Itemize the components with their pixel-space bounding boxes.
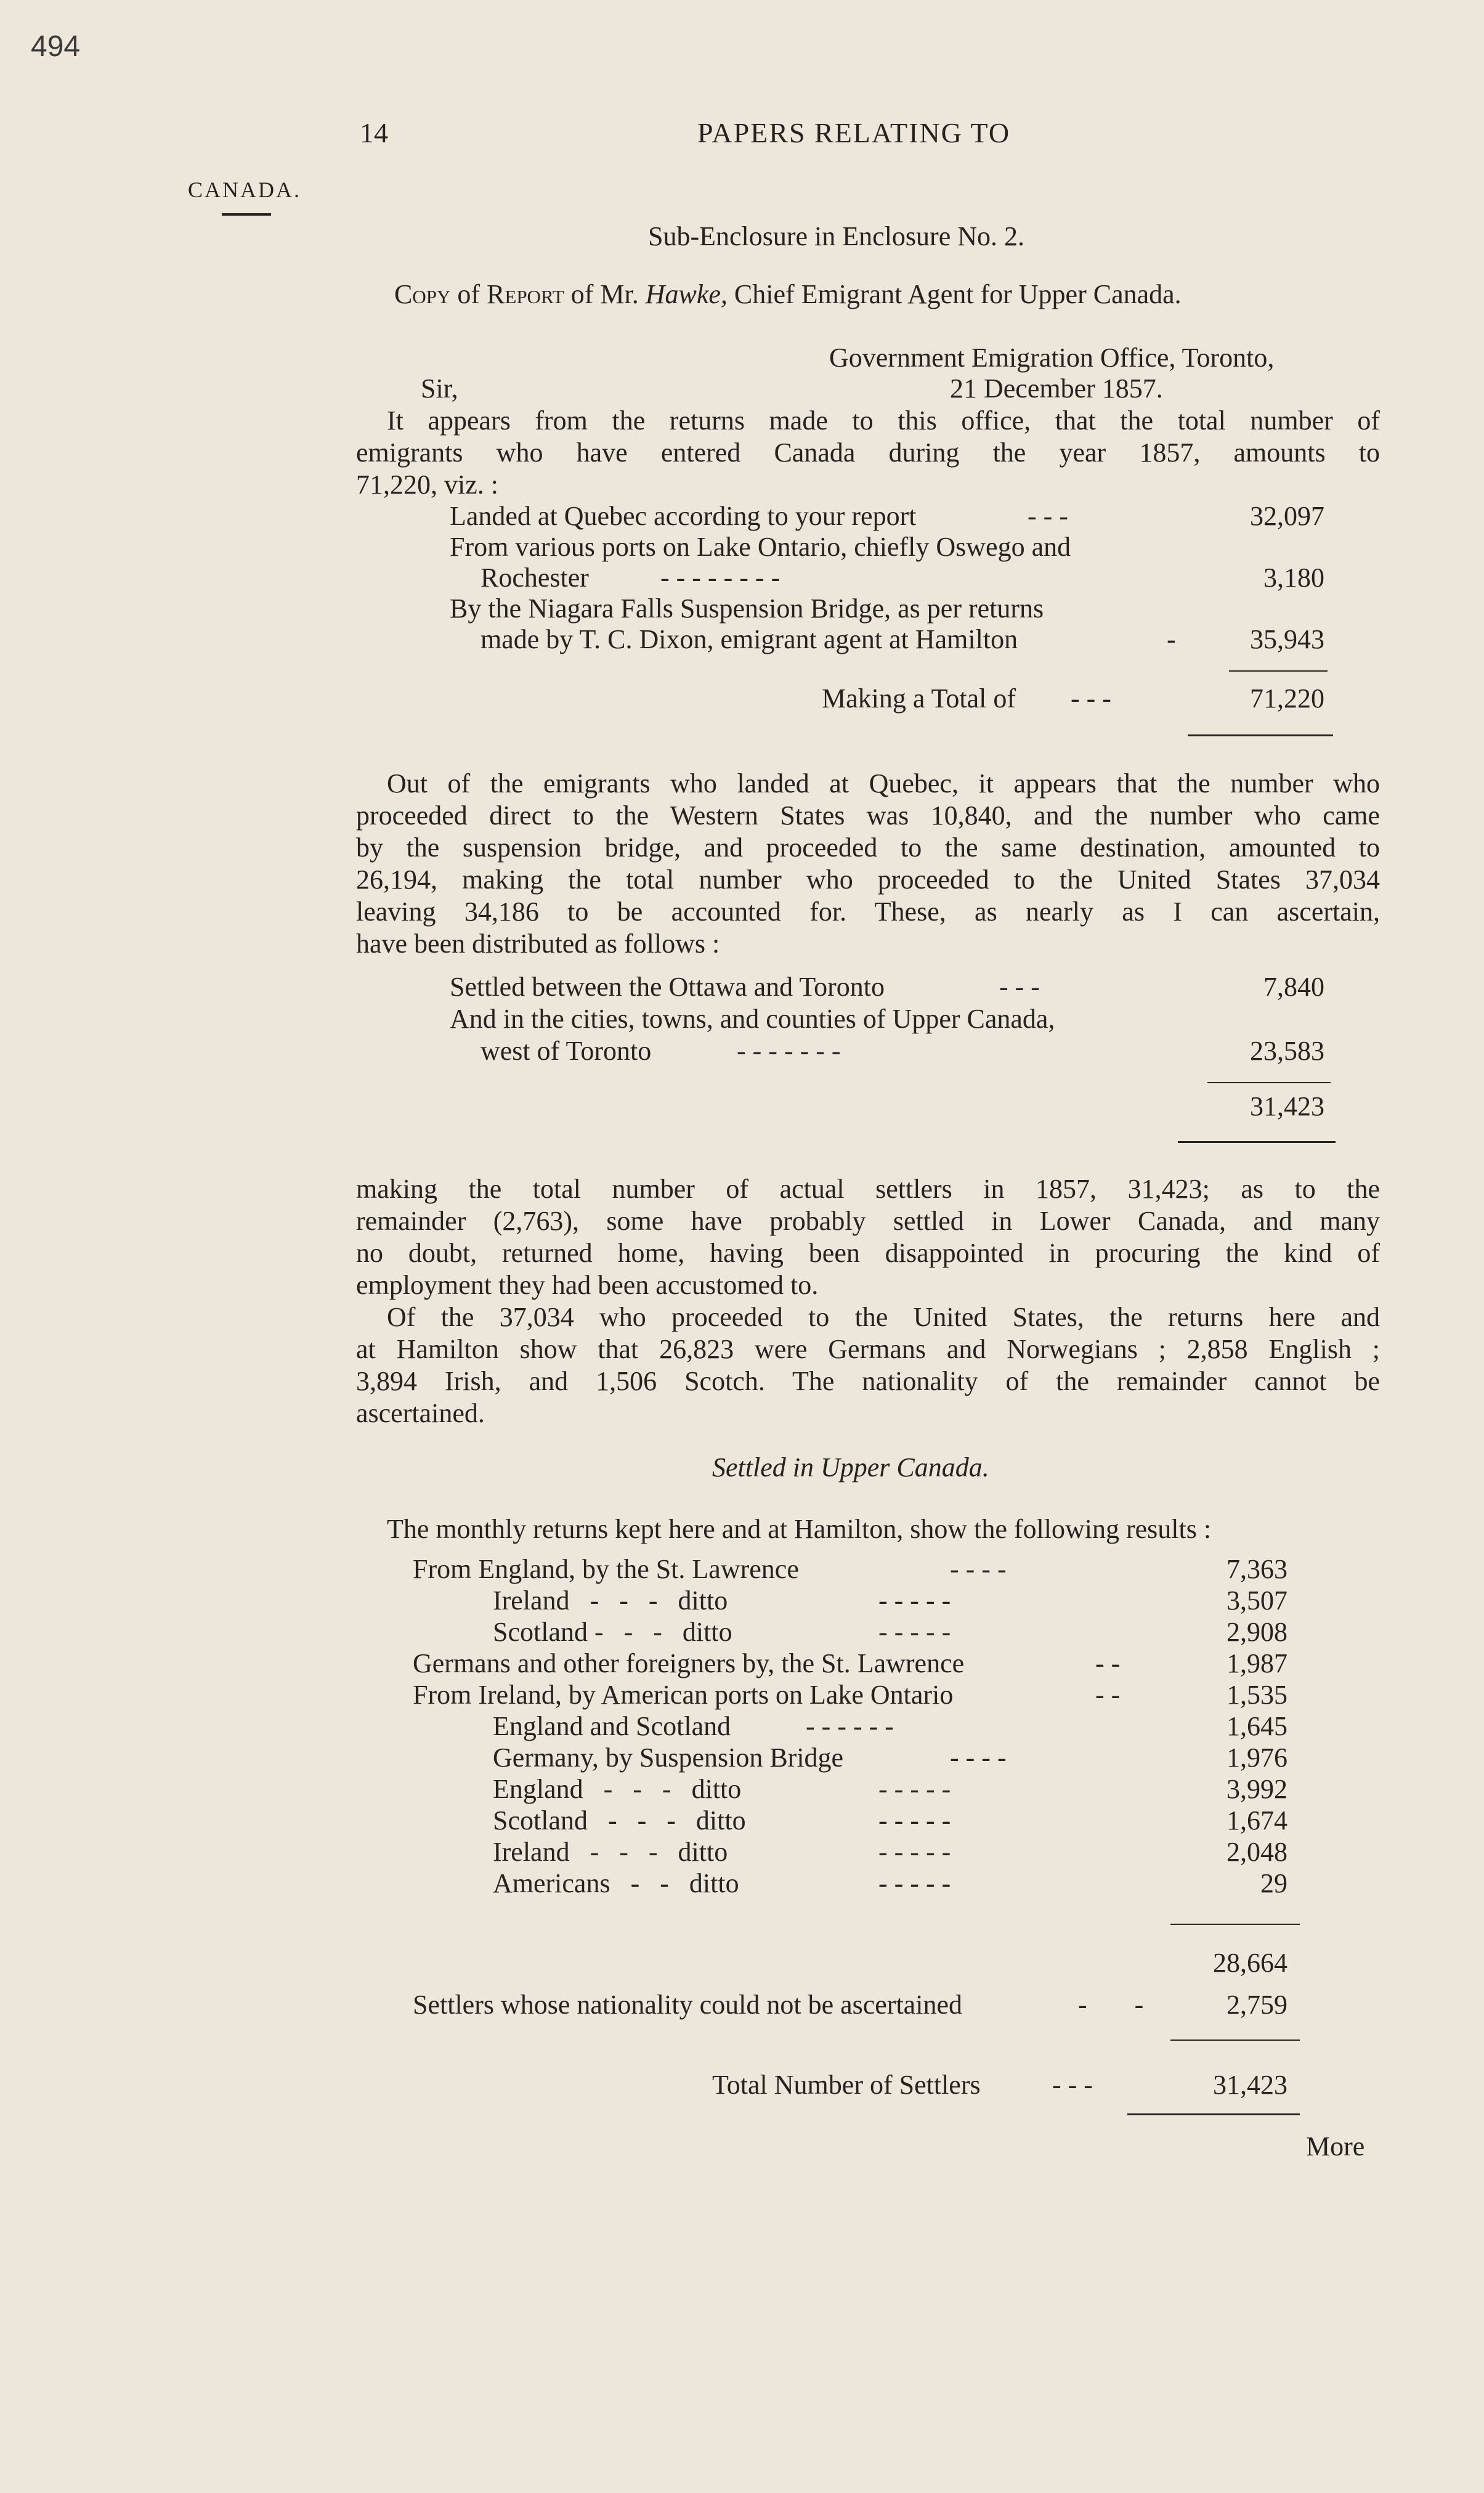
table3-row-leader: - - - - -: [878, 1868, 951, 1898]
table2-row-leader: - - - - - - -: [737, 1036, 841, 1066]
table3-row-leader: - -: [1095, 1648, 1121, 1678]
table3-total-value: 31,423: [1213, 2070, 1287, 2100]
table2-sum-rule: [1207, 1082, 1331, 1083]
letter-date: 21 December 1857.: [950, 373, 1163, 404]
table3-row-leader: - - - - - -: [806, 1711, 894, 1741]
table2-row-label: west of Toronto: [480, 1036, 652, 1066]
catchword: More: [1306, 2131, 1365, 2162]
table1-total-leader: - - -: [1071, 683, 1111, 714]
table3-unknown-label: Settlers whose nationality could not be ascertained: [413, 1990, 962, 2020]
para3-line-3: no doubt, returned home, having been disappointed in procuring the kind of: [356, 1238, 1380, 1268]
subheading-rest: Chief Emigrant Agent for Upper Canada.: [734, 279, 1182, 309]
table3-row-value: 1,987: [1227, 1648, 1287, 1678]
scan-page-number: 494: [31, 30, 81, 63]
office-address: Government Emigration Office, Toronto,: [829, 343, 1275, 373]
subheading: [394, 279, 1182, 311]
para2-line-5: leaving 34,186 to be accounted for. These, as nearly as I can ascertain,: [356, 897, 1380, 927]
table3-row-value: 1,674: [1227, 1805, 1287, 1836]
para5: The monthly returns kept here and at Hamilton, show the following results :: [387, 1514, 1212, 1544]
para3-line-2: remainder (2,763), some have probably settled in Lower Canada, and many: [356, 1206, 1380, 1236]
table1-row-label: Landed at Quebec according to your report: [450, 501, 917, 531]
table3-row-leader: - - - - -: [878, 1805, 951, 1836]
para1-line-1: It appears from the returns made to this office, that the total number of: [387, 405, 1380, 436]
table3-row-label: Scotland - - - ditto: [493, 1617, 732, 1647]
table3-row-leader: - - - - -: [878, 1837, 951, 1867]
table3-total-sum-rule: [1170, 2040, 1300, 2041]
table3-row-label: Germany, by Suspension Bridge: [493, 1743, 844, 1773]
table1-row-leader: -: [1167, 624, 1176, 654]
table1-row-value: 3,180: [1263, 563, 1324, 593]
table3-row-leader: - - - - -: [878, 1617, 951, 1647]
table3-row-label: Ireland - - - ditto: [493, 1585, 728, 1616]
table3-unknown-value: 2,759: [1227, 1990, 1287, 2020]
table3-row-label: England - - - ditto: [493, 1774, 742, 1804]
para1-line-3: 71,220, viz. :: [356, 470, 498, 500]
table3-total-label: Total Number of Settlers: [712, 2070, 981, 2100]
table3-row-value: 1,976: [1227, 1743, 1287, 1773]
table3-row-leader: - - - - -: [878, 1774, 951, 1804]
section-title: Settled in Upper Canada.: [712, 1452, 989, 1482]
para2-line-3: by the suspension bridge, and proceeded to the same destination, amounted to: [356, 832, 1380, 863]
table3-row-value: 2,908: [1227, 1617, 1287, 1647]
table1-row-label: Rochester: [480, 563, 589, 593]
table3-row-label: From England, by the St. Lawrence: [413, 1554, 799, 1584]
table3-row-label: Americans - - ditto: [493, 1868, 739, 1898]
margin-label: CANADA.: [188, 177, 302, 202]
table3-row-leader: - -: [1095, 1680, 1121, 1710]
table3-total-leader: - - -: [1052, 2070, 1093, 2100]
table3-row-value: 7,363: [1227, 1554, 1287, 1584]
table1-total-label: Making a Total of: [822, 683, 1016, 714]
table1-row-value: 35,943: [1250, 624, 1324, 654]
margin-rule: [222, 213, 271, 216]
para1-line-2: emigrants who have entered Canada during the year 1857, amounts to: [356, 437, 1380, 468]
table1-row-leader: - - - - - - - -: [660, 563, 781, 593]
table3-row-value: 3,992: [1227, 1774, 1287, 1804]
subheading-report: Report: [487, 279, 564, 309]
para4-line-2: at Hamilton show that 26,823 were Germans and Norwegians ; 2,858 English ;: [356, 1334, 1380, 1364]
table2-row-value: 7,840: [1263, 972, 1324, 1002]
running-title: PAPERS RELATING TO: [697, 117, 1011, 148]
para2-line-6: have been distributed as follows :: [356, 929, 720, 959]
table1-total-rule: [1188, 734, 1333, 736]
table1-row-value: 32,097: [1250, 501, 1324, 531]
para2-line-1: Out of the emigrants who landed at Quebec, it appears that the number who: [387, 768, 1380, 799]
table1-row-label: From various ports on Lake Ontario, chiefly Oswego and: [450, 532, 1071, 562]
subheading-copy: Copy: [394, 279, 451, 309]
table2-row-label: And in the cities, towns, and counties of Upper Canada,: [450, 1004, 1055, 1034]
table3-row-label: England and Scotland: [493, 1711, 731, 1741]
para4-line-1: Of the 37,034 who proceeded to the United States, the returns here and: [387, 1302, 1380, 1332]
subheading-of-mr: of Mr.: [570, 279, 639, 309]
table3-row-label: From Ireland, by American ports on Lake Ontario: [413, 1680, 954, 1710]
para3-line-1: making the total number of actual settlers in 1857, 31,423; as to the: [356, 1174, 1380, 1204]
para2-line-4: 26,194, making the total number who proceeded to the United States 37,034: [356, 864, 1380, 895]
table3-row-leader: - - - - -: [878, 1585, 951, 1616]
table2-total-rule: [1178, 1141, 1336, 1143]
table3-row-label: Scotland - - - ditto: [493, 1805, 746, 1836]
table3-unknown-leader: - -: [1078, 1990, 1144, 2020]
table3-row-value: 29: [1260, 1868, 1287, 1898]
table3-row-value: 1,535: [1227, 1680, 1287, 1710]
para3-line-4: employment they had been accustomed to.: [356, 1270, 819, 1300]
para4-line-4: ascertained.: [356, 1398, 485, 1428]
table1-row-label: By the Niagara Falls Suspension Bridge, as per returns: [450, 593, 1044, 624]
table3-sum-rule: [1170, 1924, 1300, 1925]
table1-sum-rule: [1229, 670, 1328, 672]
table1-row-label: made by T. C. Dixon, emigrant agent at Hamilton: [480, 624, 1018, 654]
table3-row-value: 2,048: [1227, 1837, 1287, 1867]
table2-row-leader: - - -: [999, 972, 1040, 1002]
table3-row-leader: - - - -: [950, 1743, 1007, 1773]
table2-row-label: Settled between the Ottawa and Toronto: [450, 972, 885, 1002]
header-page-number: 14: [360, 117, 388, 148]
table1-total-value: 71,220: [1250, 683, 1324, 714]
table3-subtotal: 28,664: [1213, 1948, 1287, 1978]
table2-total-value: 31,423: [1250, 1091, 1324, 1121]
table3-row-label: Ireland - - - ditto: [493, 1837, 728, 1867]
table3-row-value: 3,507: [1227, 1585, 1287, 1616]
table3-row-label: Germans and other foreigners by, the St. Lawrence: [413, 1648, 965, 1678]
table1-row-leader: - - -: [1028, 501, 1068, 531]
table3-row-value: 1,645: [1227, 1711, 1287, 1741]
para4-line-3: 3,894 Irish, and 1,506 Scotch. The nationality of the remainder cannot be: [356, 1366, 1380, 1396]
table3-total-rule: [1127, 2113, 1300, 2115]
subheading-of: of: [457, 279, 480, 309]
subheading-name: Hawke,: [645, 279, 728, 309]
heading: Sub-Enclosure in Enclosure No. 2.: [648, 221, 1024, 251]
table3-row-leader: - - - -: [950, 1554, 1007, 1584]
salutation: Sir,: [421, 373, 458, 404]
table2-row-value: 23,583: [1250, 1036, 1324, 1066]
para2-line-2: proceeded direct to the Western States was 10,840, and the number who came: [356, 800, 1380, 831]
